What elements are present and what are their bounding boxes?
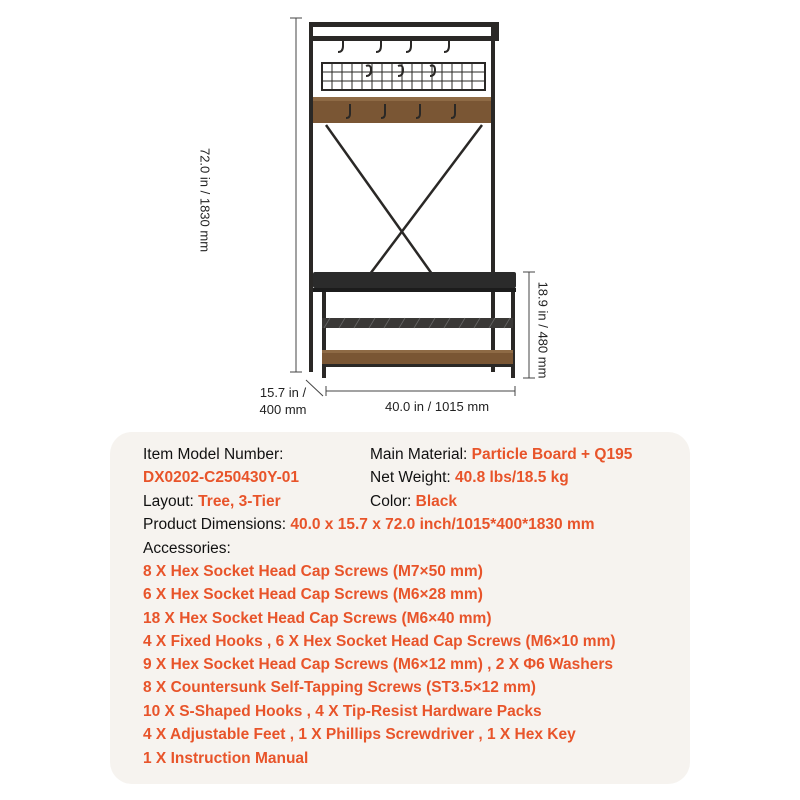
model-number-value: DX0202-C250430Y-01 (143, 469, 299, 486)
accessory-item: 6 X Hex Socket Head Cap Screws (M6×28 mm) (143, 586, 483, 603)
hall-tree-frame (309, 22, 516, 378)
layout-label: Layout: (143, 493, 194, 510)
weight-value: 40.8 lbs/18.5 kg (455, 469, 569, 486)
height-dimension-label: 72.0 in / 1830 mm (197, 147, 213, 253)
model-number-label: Item Model Number: (143, 446, 284, 463)
layout-row (143, 492, 281, 512)
depth-line-2: 400 mm (259, 402, 307, 417)
accessory-item: 8 X Countersunk Self-Tapping Screws (ST3.5×12 mm) (143, 679, 536, 696)
color-label: Color: (370, 493, 412, 510)
weight-row (370, 468, 569, 488)
accessory-item: 8 X Hex Socket Head Cap Screws (M7×50 mm) (143, 563, 483, 580)
dimensions-value: 40.0 x 15.7 x 72.0 inch/1015*400*1830 mm (290, 516, 595, 533)
accessory-item: 4 X Fixed Hooks , 6 X Hex Socket Head Cap Screws (M6×10 mm) (143, 633, 616, 650)
dimensions-row (143, 515, 595, 535)
accessory-item: 10 X S-Shaped Hooks , 4 X Tip-Resist Hardware Packs (143, 703, 542, 720)
material-row (370, 445, 632, 465)
accessory-item: 18 X Hex Socket Head Cap Screws (M6×40 mm) (143, 610, 492, 627)
material-label: Main Material: (370, 446, 468, 463)
color-value: Black (415, 493, 458, 510)
layout-value: Tree, 3-Tier (198, 493, 281, 510)
seat-height-dimension-label: 18.9 in / 480 mm (535, 281, 551, 379)
accessory-item: 4 X Adjustable Feet , 1 X Phillips Screwdriver , 1 X Hex Key (143, 726, 576, 743)
dimensions-label: Product Dimensions: (143, 516, 287, 533)
accessories-label: Accessories: (143, 540, 231, 557)
depth-line-1: 15.7 in / (259, 385, 307, 400)
material-value: Particle Board + Q195 (471, 446, 633, 463)
weight-label: Net Weight: (370, 469, 451, 486)
accessory-item: 9 X Hex Socket Head Cap Screws (M6×12 mm) , 2 X Φ6 Washers (143, 656, 614, 673)
depth-dimension-label (248, 384, 318, 418)
width-dimension-label: 40.0 in / 1015 mm (384, 399, 490, 414)
accessory-item: 1 X Instruction Manual (143, 750, 309, 767)
color-row (370, 492, 457, 512)
